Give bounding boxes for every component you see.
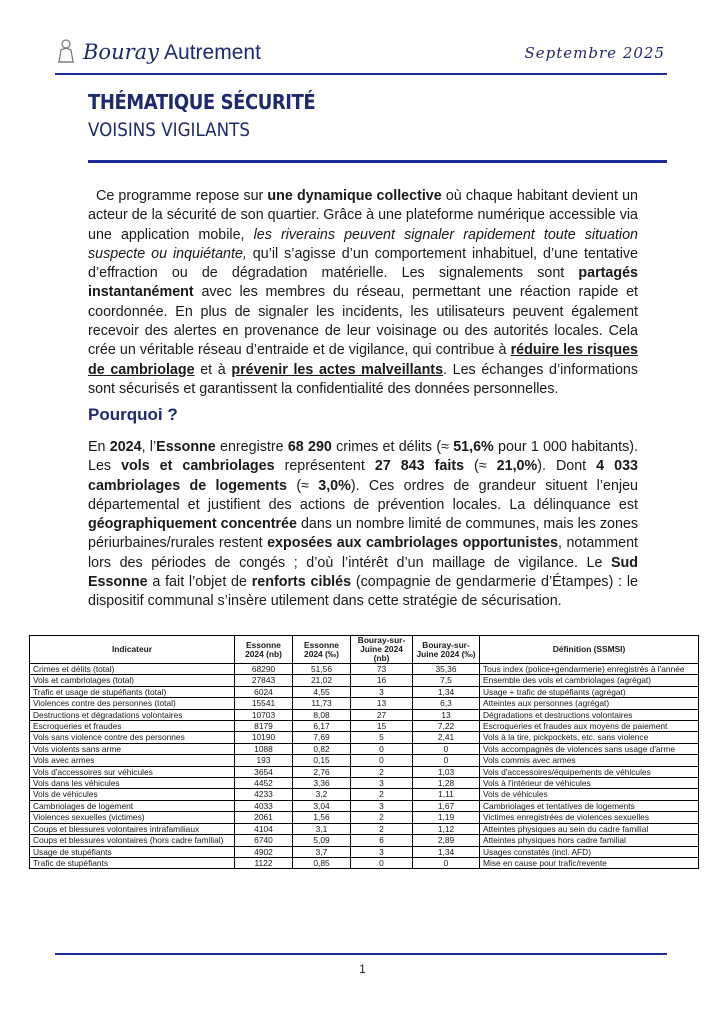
table-row bbox=[30, 846, 699, 857]
table-cell: Usages constatés (incl. AFD) bbox=[480, 846, 699, 857]
table-cell: 51,56 bbox=[293, 664, 351, 675]
table-cell: Coups et blessures volontaires (hors cadre familial) bbox=[30, 835, 235, 846]
table-cell: Atteintes physiques au sein du cadre familial bbox=[480, 823, 699, 834]
table-cell: 0 bbox=[351, 857, 413, 868]
table-row bbox=[30, 709, 699, 720]
table-cell: 4452 bbox=[235, 778, 293, 789]
table-cell: 2 bbox=[351, 766, 413, 777]
table-cell: Vols dans les véhicules bbox=[30, 778, 235, 789]
table-cell: 6740 bbox=[235, 835, 293, 846]
table-cell: 4902 bbox=[235, 846, 293, 857]
why-paragraph: En 2024, l’Essonne enregistre 68 290 crimes et délits (≈ 51,6% pour 1 000 habitants). Les vols et cambriolages représentent 27 843 faits (≈ 21,0%). Dont 4 033 cambriolages de logements (≈ 3,0%). Ces ordres de grandeur situent l’enjeu départemental et justifient des actions de prévention locales. La délinquance est géographiquement concentrée dans un nombre limité de communes, mais les zones périurbaines/rurales restent exposées aux cambriolages opportunistes, notamment lors des périodes de congés ; d’où l’intérêt d’un maillage de vigilance. Le Sud Essonne a fait l’objet de renforts ciblés (compagnie de gendarmerie d’Étampes) : le dispositif communal s’insère utilement dans cette stratégie de sécurisation. bbox=[88, 439, 639, 610]
table-cell: 0,15 bbox=[293, 755, 351, 766]
table-cell: 1,56 bbox=[293, 812, 351, 823]
table-cell: 3,1 bbox=[293, 823, 351, 834]
table-header-cell: Bouray-sur-Juine 2024 (nb) bbox=[351, 636, 413, 664]
intro-paragraph: Ce programme repose sur une dynamique collective où chaque habitant devient un acteur de la sécurité de son quartier. Grâce à une plateforme numérique accessible via une application mobile, les riverains peuvent signaler rapidement toute situation suspecte ou inquiétante, qu’il s’agisse d’un comportement inhabituel, d’une tentative d’effraction ou de dégradation matérielle. Les signalements sont partagés instantanément avec les membres du réseau, permettant une réaction rapide et coordonnée. En plus de signaler les incidents, les utilisateurs peuvent également recevoir des alertes en provenance de leur voisinage ou des autorités locales. Cela crée un véritable réseau d’entraide et de vigilance, qui contribue à réduire les risques de cambriolage et à prévenir les actes malveillants. Les échanges d’informations sont sécurisés et garantissent la confidentialité des données personnelles. bbox=[88, 188, 638, 397]
table-row bbox=[30, 686, 699, 697]
table-cell: 10703 bbox=[235, 709, 293, 720]
table-cell: Escroqueries et fraudes aux moyens de paiement bbox=[480, 721, 699, 732]
table-cell: 2,41 bbox=[413, 732, 480, 743]
table-cell: 16 bbox=[351, 675, 413, 686]
header-date: Septembre 2025 bbox=[524, 44, 665, 62]
table-header-cell: Bouray-sur-Juine 2024 (‰) bbox=[413, 636, 480, 664]
table-cell: Violences contre des personnes (total) bbox=[30, 698, 235, 709]
table-row bbox=[30, 835, 699, 846]
table-row bbox=[30, 664, 699, 675]
table-cell: 1,12 bbox=[413, 823, 480, 834]
table-row bbox=[30, 857, 699, 868]
table-cell: 6024 bbox=[235, 686, 293, 697]
table-cell: 6 bbox=[351, 835, 413, 846]
table-cell: 193 bbox=[235, 755, 293, 766]
header-divider bbox=[55, 73, 667, 75]
table-cell: 7,69 bbox=[293, 732, 351, 743]
table-cell: 2,89 bbox=[413, 835, 480, 846]
table-header-row bbox=[30, 636, 699, 664]
table-cell: 7,22 bbox=[413, 721, 480, 732]
table-cell: 3 bbox=[351, 846, 413, 857]
table-cell: Vols avec armes bbox=[30, 755, 235, 766]
table-cell: Coups et blessures volontaires intrafamiliaux bbox=[30, 823, 235, 834]
table-cell: Victimes enregistrées de violences sexuelles bbox=[480, 812, 699, 823]
table-cell: Trafic et usage de stupéfiants (total) bbox=[30, 686, 235, 697]
table-cell: 35,36 bbox=[413, 664, 480, 675]
brand-name: Bouray Autrement bbox=[83, 40, 261, 64]
table-cell: 11,73 bbox=[293, 698, 351, 709]
table-cell: Vols de véhicules bbox=[480, 789, 699, 800]
table-cell: Vols de véhicules bbox=[30, 789, 235, 800]
footer-divider bbox=[55, 953, 667, 955]
table-cell: 4233 bbox=[235, 789, 293, 800]
table-cell: Violences sexuelles (victimes) bbox=[30, 812, 235, 823]
table-row bbox=[30, 800, 699, 811]
table-cell: 73 bbox=[351, 664, 413, 675]
table-cell: Tous index (police+gendarmerie) enregistrés à l'année bbox=[480, 664, 699, 675]
table-cell: 15541 bbox=[235, 698, 293, 709]
table-cell: Ensemble des vols et cambriolages (agrégat) bbox=[480, 675, 699, 686]
table-header-cell: Essonne 2024 (nb) bbox=[235, 636, 293, 664]
table-row bbox=[30, 812, 699, 823]
table-header-cell: Définition (SSMSI) bbox=[480, 636, 699, 664]
table-cell: 1088 bbox=[235, 743, 293, 754]
table-cell: 10190 bbox=[235, 732, 293, 743]
table-cell: Vols d'accessoires sur véhicules bbox=[30, 766, 235, 777]
table-cell: 1,34 bbox=[413, 846, 480, 857]
table-header-cell: Essonne 2024 (‰) bbox=[293, 636, 351, 664]
table-cell: 27843 bbox=[235, 675, 293, 686]
table-cell: 3,36 bbox=[293, 778, 351, 789]
table-cell: Vols accompagnés de violences sans usage d'arme bbox=[480, 743, 699, 754]
table-cell: 8179 bbox=[235, 721, 293, 732]
table-cell: 27 bbox=[351, 709, 413, 720]
table-cell: 6,17 bbox=[293, 721, 351, 732]
table-cell: Usage de stupéfiants bbox=[30, 846, 235, 857]
table-cell: 1,03 bbox=[413, 766, 480, 777]
table-cell: Vols violents sans arme bbox=[30, 743, 235, 754]
table-cell: Dégradations et destructions volontaires bbox=[480, 709, 699, 720]
logo-icon bbox=[55, 38, 77, 64]
table-cell: 4033 bbox=[235, 800, 293, 811]
table-cell: 0 bbox=[351, 755, 413, 766]
table-cell: 2,76 bbox=[293, 766, 351, 777]
table-cell: 1,67 bbox=[413, 800, 480, 811]
table-cell: 2 bbox=[351, 823, 413, 834]
table-cell: Vols sans violence contre des personnes bbox=[30, 732, 235, 743]
table-cell: 5 bbox=[351, 732, 413, 743]
table-row bbox=[30, 755, 699, 766]
table-cell: 5,09 bbox=[293, 835, 351, 846]
table-header-cell: Indicateur bbox=[30, 636, 235, 664]
page-title: THÉMATIQUE SÉCURITÉ bbox=[88, 90, 316, 114]
table-cell: Usage + trafic de stupéfiants (agrégat) bbox=[480, 686, 699, 697]
table-cell: 4,55 bbox=[293, 686, 351, 697]
page-subtitle: VOISINS VIGILANTS bbox=[88, 119, 250, 141]
page-header bbox=[55, 38, 665, 68]
table-row bbox=[30, 778, 699, 789]
table-cell: 21,02 bbox=[293, 675, 351, 686]
table-cell: 3 bbox=[351, 686, 413, 697]
table-cell: 0 bbox=[413, 857, 480, 868]
table-row bbox=[30, 675, 699, 686]
table-cell: 1122 bbox=[235, 857, 293, 868]
table-cell: 0 bbox=[413, 755, 480, 766]
table-cell: 6,3 bbox=[413, 698, 480, 709]
table-cell: 2061 bbox=[235, 812, 293, 823]
statistics-table bbox=[29, 635, 699, 869]
table-cell: 13 bbox=[413, 709, 480, 720]
table-cell: 15 bbox=[351, 721, 413, 732]
brand-suffix: Autrement bbox=[164, 41, 261, 64]
table-cell: 1,34 bbox=[413, 686, 480, 697]
table-cell: 3,7 bbox=[293, 846, 351, 857]
page-number: 1 bbox=[359, 962, 366, 976]
table-cell: Cambriolages et tentatives de logements bbox=[480, 800, 699, 811]
table-cell: Escroqueries et fraudes bbox=[30, 721, 235, 732]
table-cell: Trafic de stupéfiants bbox=[30, 857, 235, 868]
table-cell: 8,08 bbox=[293, 709, 351, 720]
table-row bbox=[30, 766, 699, 777]
table-cell: 3,2 bbox=[293, 789, 351, 800]
section-heading: Pourquoi ? bbox=[88, 405, 178, 424]
table-cell: 3 bbox=[351, 800, 413, 811]
table-cell: Vols et cambriolages (total) bbox=[30, 675, 235, 686]
table-row bbox=[30, 743, 699, 754]
table-cell: 1,28 bbox=[413, 778, 480, 789]
table-row bbox=[30, 789, 699, 800]
table-cell: 2 bbox=[351, 789, 413, 800]
table-cell: 2 bbox=[351, 812, 413, 823]
table-cell: Destructions et dégradations volontaires bbox=[30, 709, 235, 720]
table-cell: 3,04 bbox=[293, 800, 351, 811]
table-cell: 3654 bbox=[235, 766, 293, 777]
table-cell: Cambriolages de logement bbox=[30, 800, 235, 811]
table-cell: Vols d'accessoires/équipements de véhicules bbox=[480, 766, 699, 777]
table-cell: 0 bbox=[351, 743, 413, 754]
table-cell: Crimes et délits (total) bbox=[30, 664, 235, 675]
table-cell: 3 bbox=[351, 778, 413, 789]
table-cell: 1,11 bbox=[413, 789, 480, 800]
table-row bbox=[30, 698, 699, 709]
table-cell: 13 bbox=[351, 698, 413, 709]
table-cell: Vols à l'intérieur de véhicules bbox=[480, 778, 699, 789]
table-cell: 0 bbox=[413, 743, 480, 754]
table-row bbox=[30, 732, 699, 743]
table-row bbox=[30, 823, 699, 834]
table-row bbox=[30, 721, 699, 732]
table-cell: 1,19 bbox=[413, 812, 480, 823]
table-cell: 68290 bbox=[235, 664, 293, 675]
table-cell: 4104 bbox=[235, 823, 293, 834]
table-cell: Vols à la tire, pickpockets, etc. sans violence bbox=[480, 732, 699, 743]
table-cell: Vols commis avec armes bbox=[480, 755, 699, 766]
table-cell: Atteintes aux personnes (agrégat) bbox=[480, 698, 699, 709]
table-cell: Atteintes physiques hors cadre familial bbox=[480, 835, 699, 846]
table-cell: 7,5 bbox=[413, 675, 480, 686]
title-divider bbox=[88, 160, 667, 163]
table-cell: 0,82 bbox=[293, 743, 351, 754]
table-cell: Mise en cause pour trafic/revente bbox=[480, 857, 699, 868]
table-cell: 0,85 bbox=[293, 857, 351, 868]
